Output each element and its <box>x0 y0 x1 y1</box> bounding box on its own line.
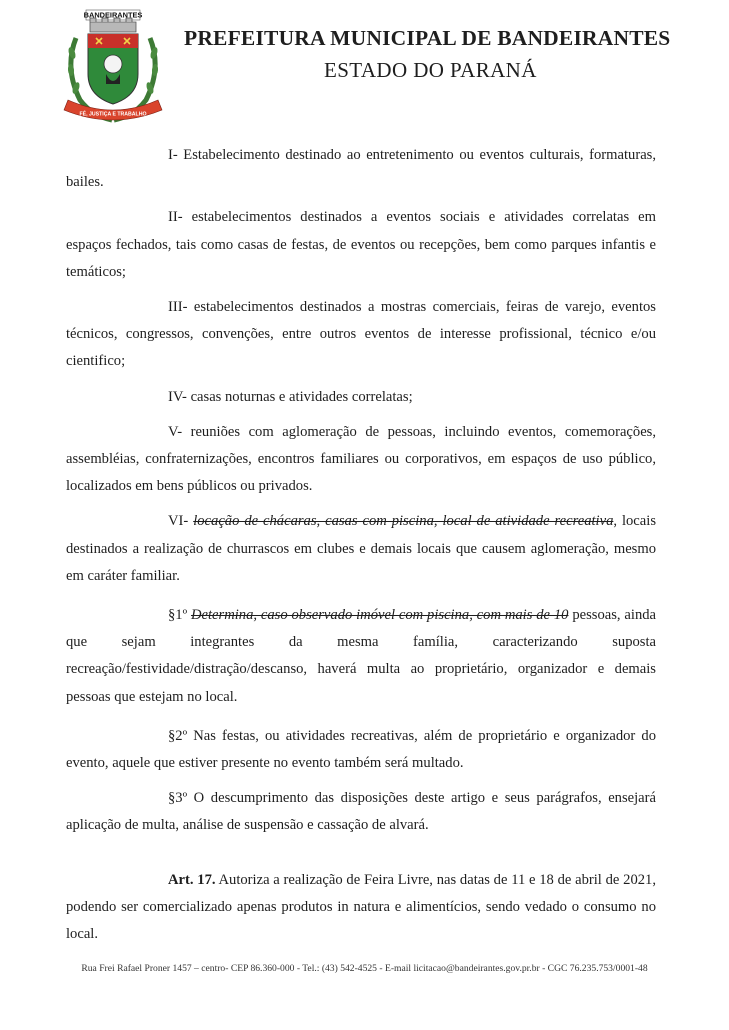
article-17-label: Art. 17. <box>168 871 216 888</box>
paragraph-1-lead: §1º <box>168 607 188 624</box>
item-vi-lead: VI- <box>168 513 189 530</box>
document-body <box>66 142 656 948</box>
item-i: I- Estabelecimento destinado ao entretenimento ou eventos culturais, formaturas, bailes. <box>66 147 656 191</box>
item-vi-rest: , locais destinados a realização de churrascos em clubes e demais locais que causem aglomeração, mesmo em caráter familiar. <box>66 513 656 584</box>
header-subtitle: ESTADO DO PARANÁ <box>324 58 537 82</box>
crest-ribbon-text: FÉ, JUSTIÇA E TRABALHO <box>79 111 147 118</box>
article-17-text: Autoriza a realização de Feira Livre, nas datas de 11 e 18 de abril de 2021, podendo ser comercializado apenas produtos in natura e alimentícios, sendo vedado o consumo no local. <box>66 871 656 943</box>
article-17 <box>66 867 656 949</box>
crest-banner-text: BANDEIRANTES <box>83 10 143 20</box>
paragraph-1-struck-text: Determina, caso observado imóvel com piscina, com mais de 10 <box>190 607 569 624</box>
item-vi-struck-text: locação de chácaras, casas com piscina, local de atividade recreativa <box>193 513 614 530</box>
item-vi <box>66 508 656 590</box>
paragraph-1-rest: pessoas, ainda que sejam integrantes da mesma família, caracterizando suposta recreação/festividade/distração/descanso, haverá multa ao proprietário, organizador e demais pessoas que estejam no local. <box>66 607 657 705</box>
paragraph-1 <box>66 602 656 711</box>
page-footer-address: Rua Frei Rafael Proner 1457 – centro- CEP 86.360-000 - Tel.: (43) 542-4525 - E-mail licitacao@bandeirantes.gov.pr.br - CGC 76.235.753/0001-48 <box>81 963 648 974</box>
item-iv: IV- casas noturnas e atividades correlatas; <box>168 388 413 405</box>
item-ii: II- estabelecimentos destinados a eventos sociais e atividades correlatas em espaços fechados, tais como casas de festas, de eventos ou recepções, bem como parques infantis e temáticos; <box>66 209 656 280</box>
item-iii: III- estabelecimentos destinados a mostras comerciais, feiras de varejo, eventos técnicos, congressos, convenções, entre outros eventos de interesse profissional, técnico e/ou cientifico; <box>66 299 656 370</box>
paragraph-3: §3º O descumprimento das disposições deste artigo e seus parágrafos, ensejará aplicação de multa, análise de suspensão e cassação de alvará. <box>66 790 656 834</box>
item-v: V- reuniões com aglomeração de pessoas, incluindo eventos, comemorações, assembléias, confraternizações, encontros familiares ou corporativos, em espaços de uso público, localizados em bens públicos ou privados. <box>66 423 656 495</box>
municipal-crest-logo <box>62 8 164 126</box>
paragraph-2: §2º Nas festas, ou atividades recreativas, além de proprietário e organizador do evento, aquele que estiver presente no evento também será multado. <box>66 727 656 772</box>
header-title: PREFEITURA MUNICIPAL DE BANDEIRANTES <box>184 26 671 50</box>
